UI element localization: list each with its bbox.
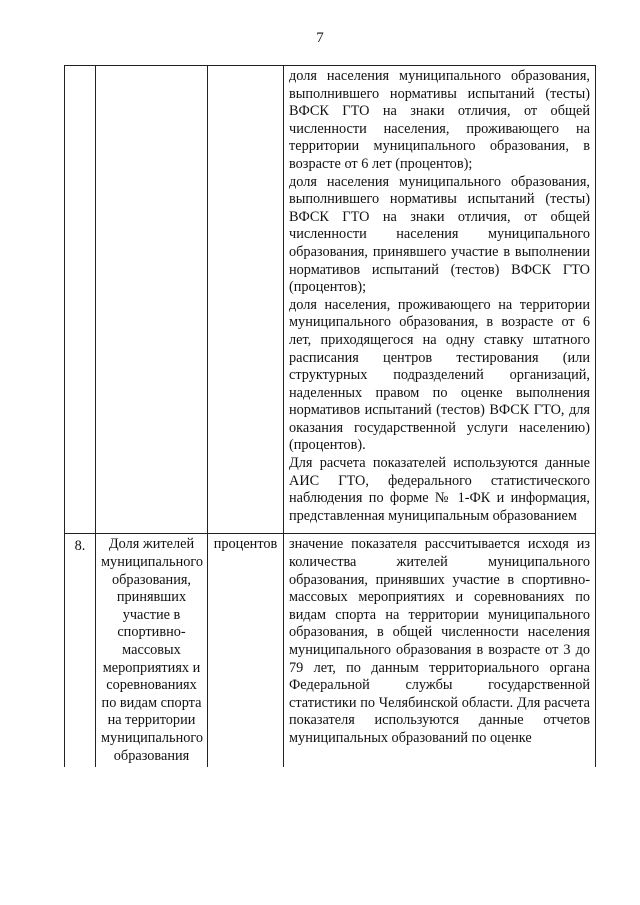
row-number-cell: 8. [65, 534, 96, 767]
method-description-cell [284, 534, 596, 767]
description-paragraph: доля населения, проживающего на территории муниципального образования, в возрасте от 6 лет, приходящегося на одну ставку штатного расписания центров тестирования (или структурных подразделений организаций, наделенных правом по оценке выполнения нормативов испытаний (тестов) ВФСК ГТО, для оказания государственной услуги населению) (процентов). [289, 296, 590, 454]
description-paragraph: Для расчета показателей используются данные АИС ГТО, федерального статистического наблюдения по форме № 1-ФК и информация, представленная муниципальным образованием [289, 455, 590, 524]
indicators-table [64, 65, 596, 767]
description-paragraph: значение показателя рассчитывается исходя из количества жителей муниципального образования, принявших участие в спортивно-массовых мероприятиях и соревнованиях по видам спорта на территории муниципального образования, в общей численности населения муниципального образования в возрасте от 3 до 79 лет, по данным территориального органа Федеральной службы государственной статистики по Челябинской области. Для расчета показателя используются данные отчетов муниципальных образований по оценке [289, 536, 590, 746]
description-paragraph: доля населения муниципального образования, выполнившего нормативы испытаний (тесты) ВФСК ГТО на знаки отличия, от общей численности населения, проживающего на территории муниципального образования, в возрасте от 6 лет (процентов); [289, 68, 590, 172]
description-paragraph: доля населения муниципального образования, выполнившего нормативы испытаний (тесты) ВФСК ГТО на знаки отличия, от общей численности населения муниципального образования, принявшего участие в выполнении нормативов испытаний (тестов) ВФСК ГТО (процентов); [289, 173, 590, 296]
page-number: 7 [316, 30, 324, 46]
table-row [65, 66, 596, 534]
table-row [65, 534, 596, 767]
row-number-cell [65, 66, 96, 534]
indicator-name-cell [96, 66, 208, 534]
unit-cell: процентов [208, 534, 284, 767]
method-description-cell [284, 66, 596, 534]
unit-cell [208, 66, 284, 534]
indicator-name-cell: Доля жителей муниципального образования, принявших участие в спортивно-массовых мероприятиях и соревнованиях по видам спорта на территории муниципального образования [96, 534, 208, 767]
